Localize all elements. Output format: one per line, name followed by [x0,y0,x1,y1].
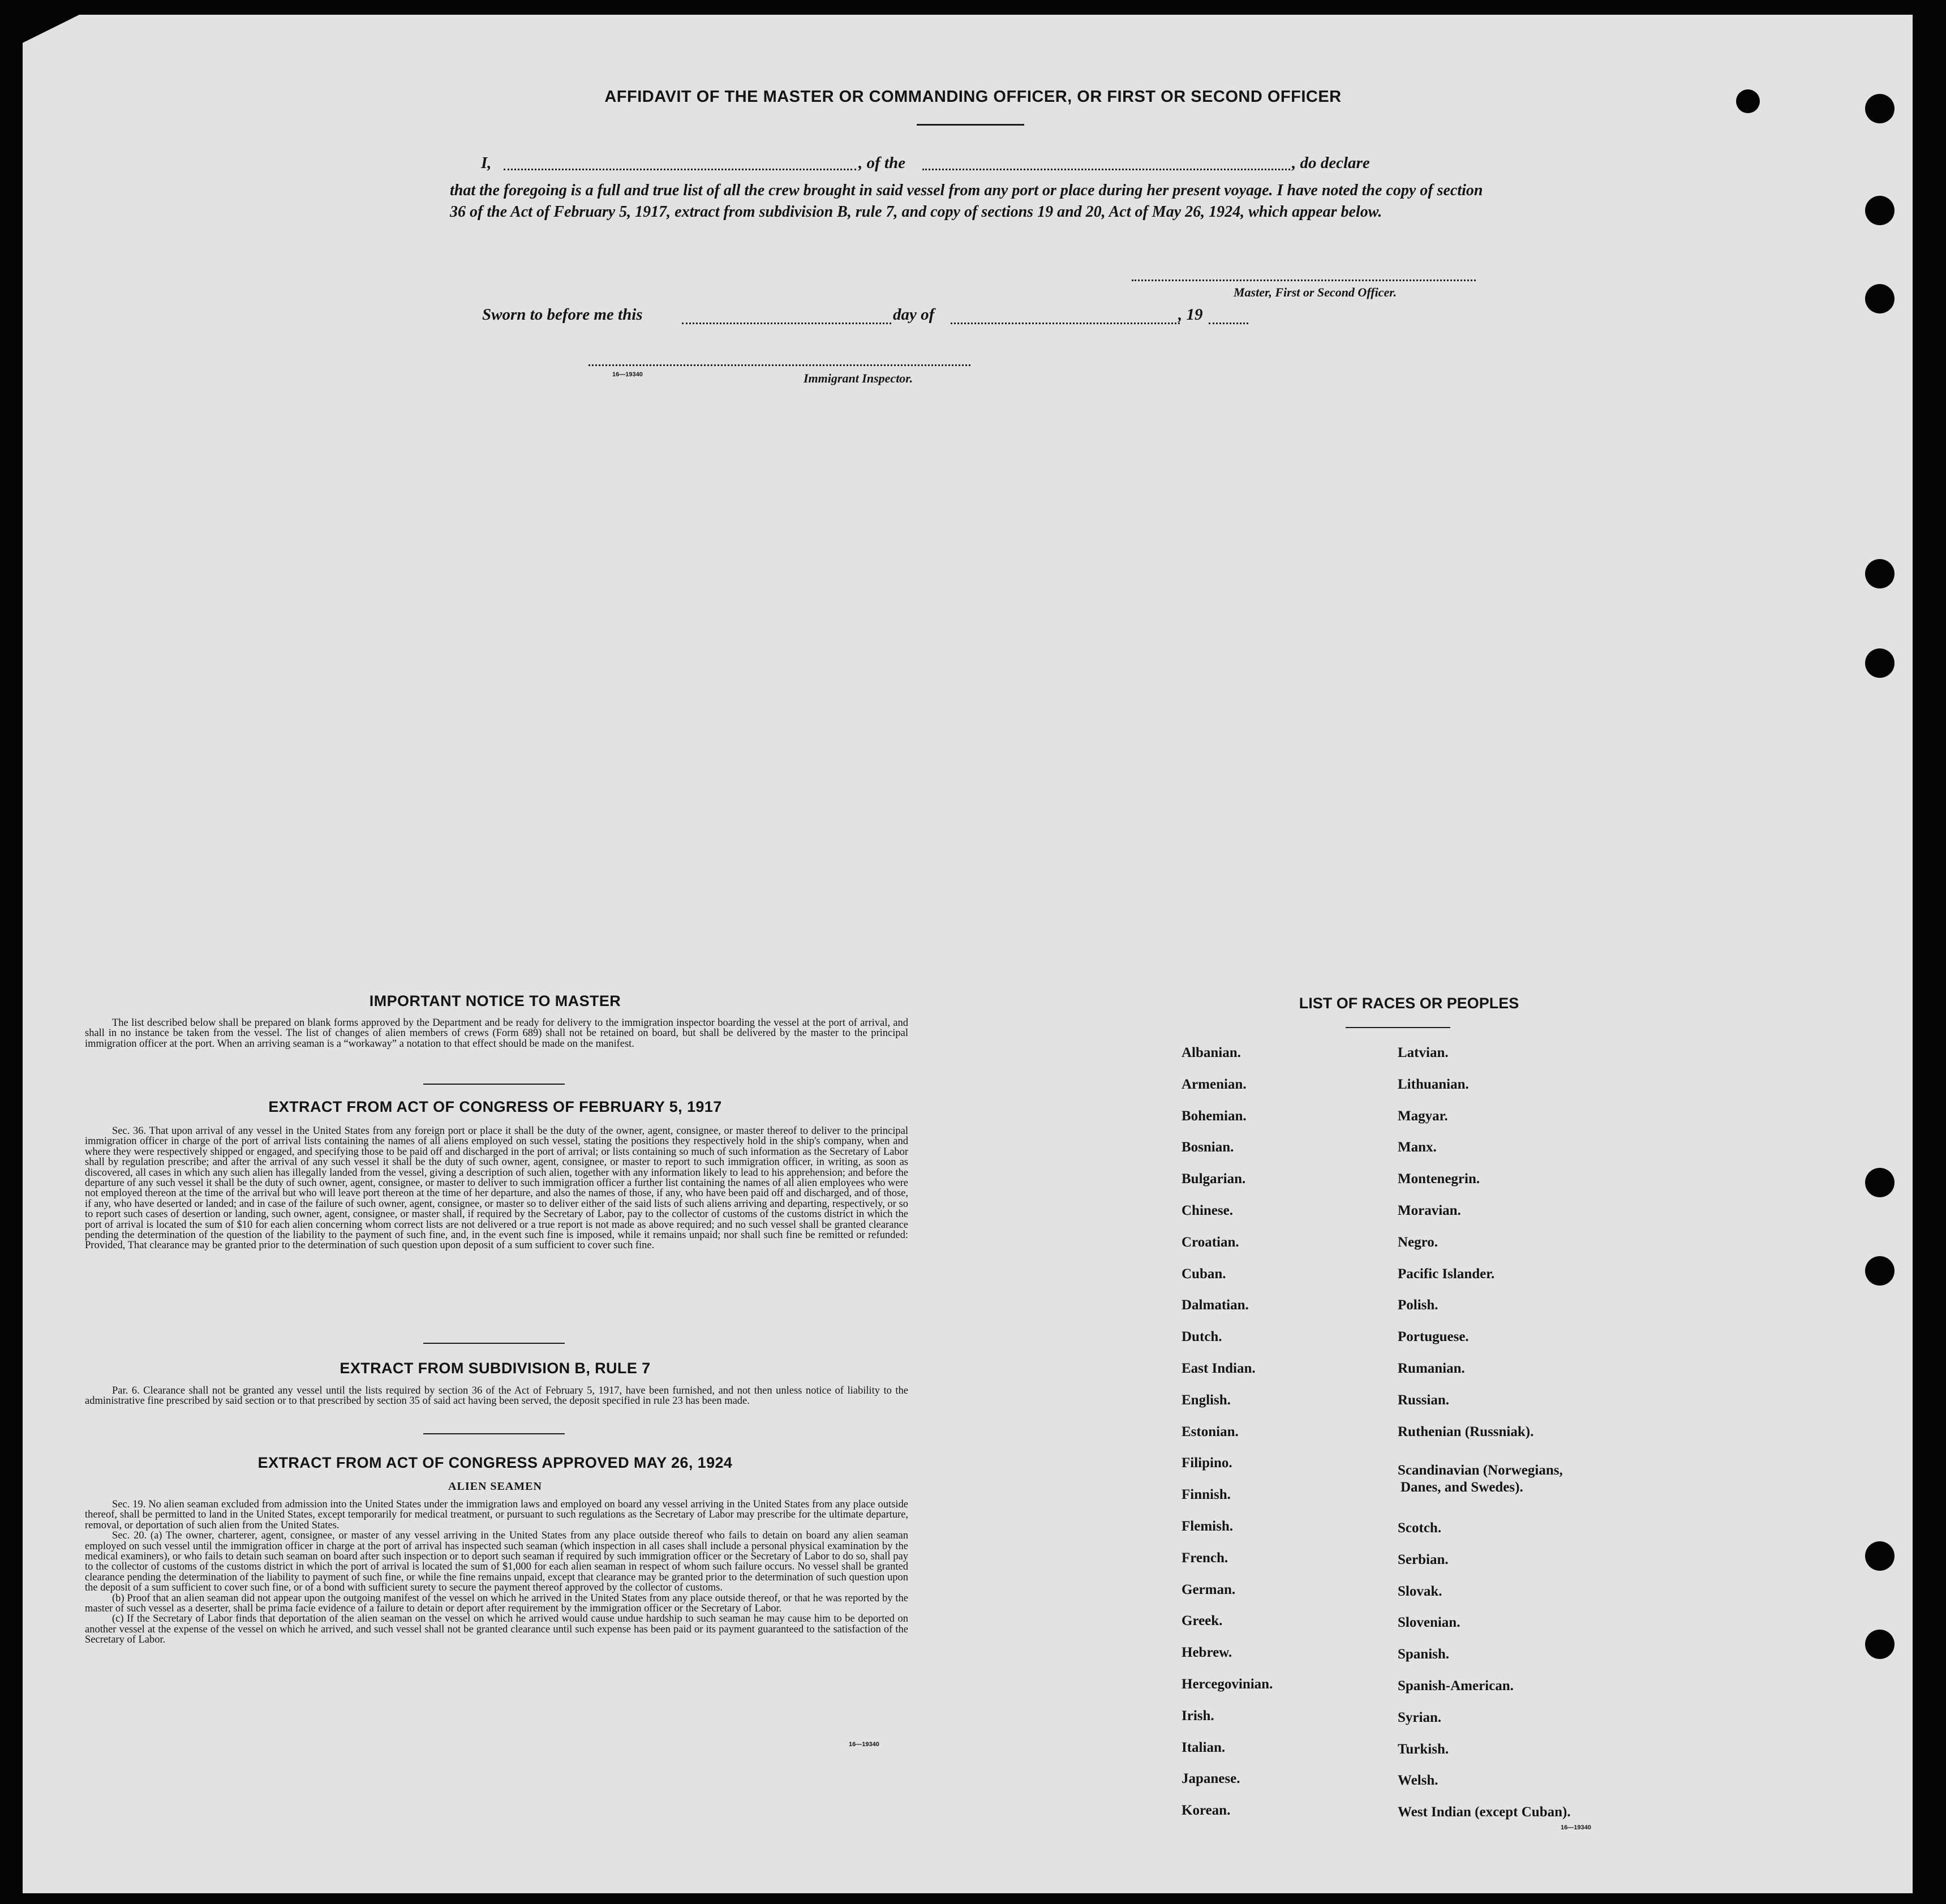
race-item: Japanese. [1182,1771,1240,1787]
declaration-first-line [450,154,1497,177]
binder-hole [1865,1168,1895,1197]
affidavit-title: AFFIDAVIT OF THE MASTER OR COMMANDING OFFICER, OR FIRST OR SECOND OFFICER [604,88,1342,106]
races-title: LIST OF RACES OR PEOPLES [1299,995,1519,1012]
race-item: Portuguese. [1398,1329,1469,1345]
race-item: Finnish. [1182,1487,1231,1503]
declarant-name-blank[interactable] [504,169,856,170]
sworn-prefix: Sworn to before me this [482,306,643,324]
race-item: Moravian. [1398,1203,1461,1218]
section-divider [423,1433,565,1434]
race-item: Croatian. [1182,1234,1239,1250]
race-item: Montenegrin. [1398,1171,1480,1187]
alien-seamen-subtitle: ALIEN SEAMEN [448,1480,542,1493]
race-item: Ruthenian (Russniak). [1398,1424,1534,1439]
race-item: Welsh. [1398,1773,1438,1789]
race-item: Spanish. [1398,1647,1450,1662]
race-item: Hebrew. [1182,1645,1232,1661]
declarant-prefix: I, [481,154,492,172]
race-item: West Indian (except Cuban). [1398,1804,1571,1820]
extract-rule7-text: Par. 6. Clearance shall not be granted any vessel until the lists required by section 36 of the Act of February 5, 1917, have been furnished, and not then unless notice of liability to the administrative fine prescribed by said section or to that prescribed by section 35 of said act having been served, the deposit specified in rule 23 has been made. [85,1385,908,1407]
race-item: Pacific Islander. [1398,1266,1495,1282]
race-item: Cuban. [1182,1266,1226,1282]
race-item: Scandinavian (Norwegians, [1398,1463,1563,1478]
binder-hole [1865,284,1895,313]
race-item: Albanian. [1182,1045,1241,1060]
race-item: Slovak. [1398,1583,1442,1599]
races-title-underline [1346,1027,1450,1028]
section-19-paragraph: Sec. 19. No alien seaman excluded from admission into the United States under the immigration laws and employed on board any vessel arriving in the United States from any place outside thereof, shall be permitted to land in the United States, except temporarily for medical treatment, or pursuant to such regulations as the Secretary of Labor may prescribe for the ultimate departure, removal, or deportation of such alien from the United States. [85,1499,908,1531]
race-item: French. [1182,1550,1228,1566]
notice-form-number: 16—19340 [849,1741,879,1748]
binder-hole [1865,196,1895,225]
affidavit-form-number: 16—19340 [612,371,643,378]
sworn-month-blank[interactable] [951,323,1180,324]
race-item: East Indian. [1182,1361,1256,1376]
race-item: German. [1182,1581,1236,1597]
extract-1917-title: EXTRACT FROM ACT OF CONGRESS OF FEBRUARY 5, 1917 [268,1098,722,1115]
race-item: Syrian. [1398,1709,1442,1725]
inspector-signature-blank[interactable] [588,364,970,366]
section-20b-paragraph: (b) Proof that an alien seaman did not appear upon the outgoing manifest of the vessel on which he arrived in the United States from any place outside thereof, or that he was reported by the master of such vessel as a deserter, shall be prima facie evidence of a failure to detain or deport after requirement by the immigration officer or the Secretary of Labor. [85,1592,908,1615]
race-item: Danes, and Swedes). [1401,1480,1523,1495]
notice-text: The list described below shall be prepared on blank forms approved by the Department and be ready for delivery to the immigration inspector boarding the vessel at the port of arrival, and shall in no instance be taken from the vessel. The list of changes of alien members of crews (Form 689) shall not be retained on board, but shall be delivered by the master to the principal immigration officer at the port. When an arriving seaman is a “workaway” a notation to that effect should be made on the manifest. [85,1017,908,1050]
race-item: Flemish. [1182,1519,1233,1534]
binder-hole [1865,1630,1895,1659]
race-item: Italian. [1182,1739,1226,1755]
vessel-name-blank[interactable] [922,169,1290,170]
race-item: Manx. [1398,1140,1437,1155]
officer-signature-blank[interactable] [1132,280,1476,281]
extract-1924-text [85,1499,908,1645]
race-item: Filipino. [1182,1455,1232,1471]
sworn-year-label: , 19 [1178,306,1203,324]
race-item: Spanish-American. [1398,1678,1514,1694]
binder-hole [1865,1541,1895,1571]
extract-1917-text: Sec. 36. That upon arrival of any vessel in the United States from any foreign port or place it shall be the duty of the owner, agent, consignee, or master thereof to deliver to the principal immigration officer in charge of the port of arrival lists containing the names of all aliens employed on such vessel, stating the positions they respectively hold in the ship's company, when and where they were respectively shipped or engaged, and specifying those to be paid off and discharged in the port of arrival; or lists containing so much of such information as the Secretary of Labor shall by regulation prescribe; and after the arrival of any such vessel it shall be the duty of such owner, agent, consignee, or master to report to such immigration officer, in writing, as soon as discovered, all cases in which any such alien has illegally landed from the vessel, giving a description of such alien, together with any information likely to lead to his apprehension; and before the departure of any such vessel it shall be the duty of such owner, agent, consignee, or master to deliver to such immigration officer a further list containing the names of all alien employees who were not employed thereon at the time of the arrival but who will leave port thereon at the time of her departure, and also the names of those, if any, who have been paid off and discharged, and of those, if any, who have deserted or landed; and in case of the failure of such owner, agent, consignee, or master so to deliver either of the said lists of such aliens arriving and departing, respectively, or so to report such cases of desertion or landing, such owner, agent, consignee, or master shall, if required by the Secretary of Labor, pay to the collector of customs of the customs district in which the port of arrival is located the sum of $10 for each alien concerning whom correct lists are not delivered or a true report is not made as above required; and no such vessel shall be granted clearance pending the determination of the question of the liability to the payment of such fine, and, in the event such fine is imposed, while it remains unpaid; nor shall such fine be remitted or refunded: Provided, That clearance may be granted prior to the determination of such question upon deposit of a sum sufficient to cover such fine. [85,1125,908,1252]
of-the-label: , of the [858,154,905,172]
section-divider [423,1343,565,1344]
sworn-year-blank[interactable] [1209,323,1248,324]
race-item: English. [1182,1392,1231,1408]
race-item: Greek. [1182,1613,1223,1629]
race-item: Latvian. [1398,1045,1449,1060]
inspector-signature-label: Immigrant Inspector. [804,371,913,385]
binder-hole [1865,1256,1895,1286]
race-item: Magyar. [1398,1108,1448,1124]
extract-1924-title: EXTRACT FROM ACT OF CONGRESS APPROVED MAY 26, 1924 [257,1454,733,1471]
race-item: Scotch. [1398,1520,1442,1536]
extract-rule7-title: EXTRACT FROM SUBDIVISION B, RULE 7 [340,1360,651,1377]
race-item: Bohemian. [1182,1108,1247,1124]
race-item: Dalmatian. [1182,1297,1249,1313]
race-item: Armenian. [1182,1076,1247,1092]
race-item: Korean. [1182,1803,1231,1819]
race-item: Serbian. [1398,1551,1449,1567]
binder-hole [1865,559,1895,588]
sworn-day-blank[interactable] [682,323,891,324]
race-item: Hercegovinian. [1182,1677,1273,1692]
race-item: Irish. [1182,1708,1214,1724]
do-declare-label: , do declare [1292,154,1370,172]
race-item: Chinese. [1182,1203,1233,1218]
race-item: Rumanian. [1398,1361,1465,1376]
sworn-day-of-label: day of [893,306,935,324]
declaration-body: that the foregoing is a full and true list of all the crew brought in said vessel from any port or place during her present voyage. I have noted the copy of section 36 of the Act of February 5, 1917, extract from subdivision B, rule 7, and copy of sections 19 and 20, Act of May 26, 1924, which appear below. [450,182,1483,221]
title-underline [917,124,1024,126]
section-divider [423,1084,565,1085]
race-item: Estonian. [1182,1424,1239,1439]
race-item: Bosnian. [1182,1140,1234,1155]
section-20a-paragraph: Sec. 20. (a) The owner, charterer, agent, consignee, or master of any vessel arriving in the United States from any place outside thereof who fails to detain on board any alien seaman employed on such vessel until the immigration officer in charge at the port of arrival has inspected such seaman (which inspection in all cases shall include a personal physical examination by the medical examiners), or who fails to detain such seaman on board after such inspection or to deport such seaman if required by such immigration officer or the Secretary of Labor to do so, shall pay to the collector of customs of the customs district in which the port of arrival is located the sum of $1,000 for each alien seaman in respect of whom such failure occurs. No vessel shall be granted clearance pending the determination of the liability to payment of such fine, or while the fine remains unpaid, except that clearance may be granted prior to the determination of such question upon the deposit of a sum sufficient to cover such fine, or of a bond with sufficient surety to secure the payment thereof approved by the collector of customs. [85,1530,908,1594]
race-item: Slovenian. [1398,1615,1460,1631]
race-item: Turkish. [1398,1741,1449,1757]
binder-hole [1865,648,1895,678]
races-form-number: 16—19340 [1561,1824,1591,1831]
race-item: Bulgarian. [1182,1171,1246,1187]
notice-title: IMPORTANT NOTICE TO MASTER [369,992,621,1009]
officer-signature-label: Master, First or Second Officer. [1234,285,1397,299]
race-item: Lithuanian. [1398,1076,1469,1092]
race-item: Russian. [1398,1392,1450,1408]
race-item: Dutch. [1182,1329,1222,1345]
race-item: Polish. [1398,1297,1438,1313]
section-20c-paragraph: (c) If the Secretary of Labor finds that deportation of the alien seaman on the vessel on which he arrived would cause undue hardship to such seaman he may cause him to be deported on another vessel at the expense of the vessel on which he arrived, and such vessel shall not be granted clearance until such expense has been paid or its payment guaranteed to the satisfaction of the Secretary of Labor. [85,1613,908,1646]
race-item: Negro. [1398,1234,1438,1250]
